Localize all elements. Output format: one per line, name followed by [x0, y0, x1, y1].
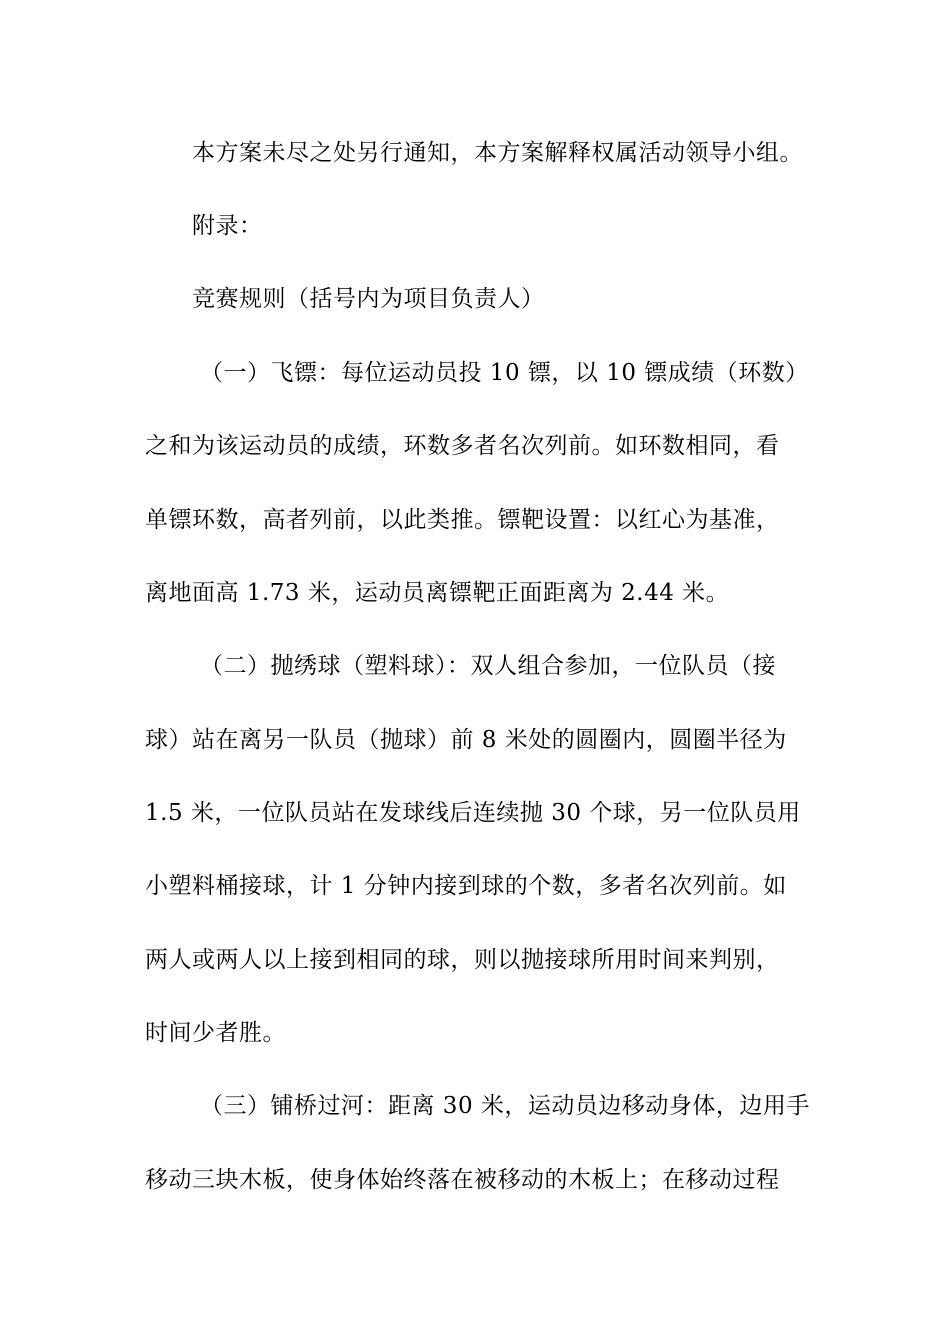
rule-1-line-3: 单镖环数，高者列前，以此类推。镖靶设置：以红心为基准， — [145, 507, 780, 533]
appendix-heading: 附录： — [192, 213, 263, 239]
rule-1-line-4: 离地面高 1.73 米，运动员离镖靶正面距离为 2.44 米。 — [145, 580, 730, 606]
rules-heading: 竞赛规则（括号内为项目负责人） — [192, 286, 545, 312]
rule-2-line-4: 小塑料桶接球，计 1 分钟内接到球的个数，多者名次列前。如 — [145, 873, 787, 899]
rule-2-line-2: 球）站在离另一队员（抛球）前 8 米处的圆圈内，圆圈半径为 — [145, 727, 787, 753]
rule-2-line-6: 时间少者胜。 — [145, 1020, 286, 1046]
rule-2-line-3: 1.5 米，一位队员站在发球线后连续抛 30 个球，另一位队员用 — [145, 800, 801, 826]
rule-2-line-1: （二）抛绣球（塑料球）：双人组合参加，一位队员（接 — [200, 653, 776, 679]
rule-1-line-1: （一）飞镖：每位运动员投 10 镖，以 10 镖成绩（环数） — [200, 360, 809, 386]
rule-3-line-2: 移动三块木板，使身体始终落在被移动的木板上；在移动过程 — [145, 1167, 780, 1193]
rule-1-line-2: 之和为该运动员的成绩，环数多者名次列前。如环数相同，看 — [145, 433, 780, 459]
closing-note: 本方案未尽之处另行通知，本方案解释权属活动领导小组。 — [192, 140, 803, 166]
rule-2-line-5: 两人或两人以上接到相同的球，则以抛接球所用时间来判别， — [145, 947, 780, 973]
rule-3-line-1: （三）铺桥过河：距离 30 米，运动员边移动身体，边用手 — [200, 1093, 810, 1119]
